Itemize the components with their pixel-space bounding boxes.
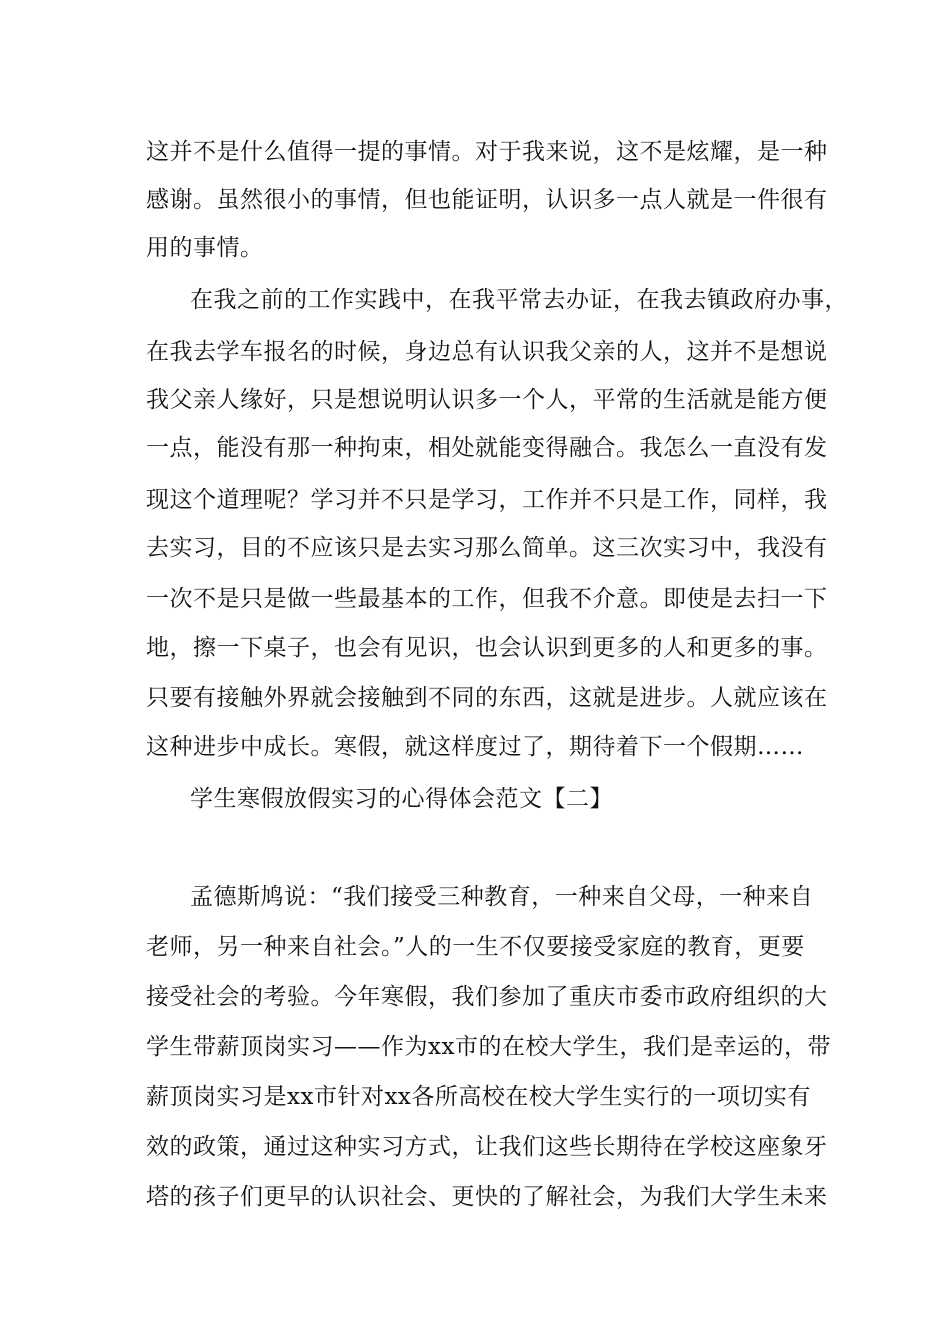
body-text-line: 效的政策，通过这种实习方式，让我们这些长期待在学校这座象牙 — [146, 1134, 828, 1160]
body-text-line: 一次不是只是做一些最基本的工作，但我不介意。即使是去扫一下 — [146, 586, 828, 612]
body-text-line: 老师，另一种来自社会。”人的一生不仅要接受家庭的教育，更要 — [146, 934, 805, 960]
section-heading: 学生寒假放假实习的心得体会范文【二】 — [190, 786, 613, 812]
body-text-line: 一点，能没有那一种拘束，相处就能变得融合。我怎么一直没有发 — [146, 435, 828, 461]
paragraph-first-line: 孟德斯鸠说：“我们接受三种教育，一种来自父母，一种来自 — [190, 884, 814, 910]
body-text-line: 现这个道理呢？学习并不只是学习，工作并不只是工作，同样，我 — [146, 487, 828, 513]
body-text-line: 感谢。虽然很小的事情，但也能证明，认识多一点人就是一件很有 — [146, 187, 828, 213]
body-text-line: 用的事情。 — [146, 235, 264, 261]
body-text-line: 只要有接触外界就会接触到不同的东西，这就是进步。人就应该在 — [146, 685, 828, 711]
body-text-line: 在我去学车报名的时候，身边总有认识我父亲的人，这并不是想说 — [146, 339, 828, 365]
body-text-line: 学生带薪顶岗实习——作为xx市的在校大学生，我们是幸运的，带 — [146, 1034, 831, 1060]
body-text-line: 塔的孩子们更早的认识社会、更快的了解社会，为我们大学生未来 — [146, 1184, 828, 1210]
body-text-line: 接受社会的考验。今年寒假，我们参加了重庆市委市政府组织的大 — [146, 984, 828, 1010]
body-text-line: 我父亲人缘好，只是想说明认识多一个人，平常的生活就是能方便 — [146, 387, 828, 413]
paragraph-first-line: 在我之前的工作实践中，在我平常去办证，在我去镇政府办事， — [190, 287, 848, 313]
body-text-line: 去实习，目的不应该只是去实习那么简单。这三次实习中，我没有 — [146, 535, 828, 561]
body-text-line: 地，擦一下桌子，也会有见识，也会认识到更多的人和更多的事。 — [146, 635, 828, 661]
body-text-line: 这种进步中成长。寒假，就这样度过了，期待着下一个假期…… — [146, 734, 804, 760]
body-text-line: 薪顶岗实习是xx市针对xx各所高校在校大学生实行的一项切实有 — [146, 1084, 811, 1110]
body-text-line: 这并不是什么值得一提的事情。对于我来说，这不是炫耀，是一种 — [146, 139, 828, 165]
